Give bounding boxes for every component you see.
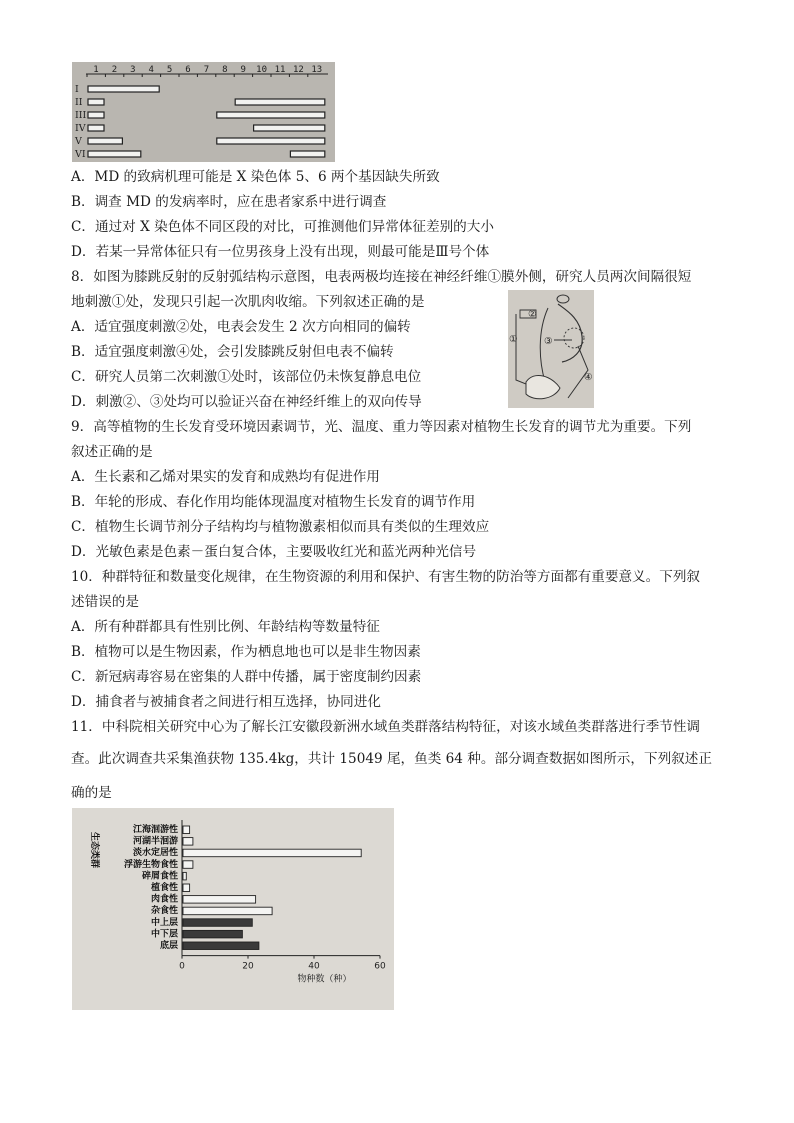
q9-option-c: C．植物生长调节剂分子结构均与植物激素相似而具有类似的生理效应	[71, 519, 490, 535]
q8-stem-line-1: 8．如图为膝跳反射的反射弧结构示意图，电表两极均连接在神经纤维①膜外侧，研究人员两次间隔很短	[71, 269, 692, 285]
bar-河湖半洄游	[183, 838, 193, 846]
q8-stem-line-2: 地刺激①处，发现只引起一次肌肉收缩。下列叙述正确的是	[71, 294, 425, 310]
q8-option-a: A．适宜强度刺激②处，电表会发生 2 次方向相同的偏转	[71, 319, 411, 335]
row-label: I	[75, 84, 79, 95]
row-label: III	[75, 110, 87, 121]
x-tick-label: 0	[179, 961, 185, 972]
bar-中下层	[183, 930, 242, 938]
category-label: 碎屑食性	[141, 871, 178, 882]
bar-杂食性	[183, 907, 272, 915]
bar-淡水定居性	[183, 849, 361, 857]
label-3: ③	[544, 336, 553, 347]
q10-stem-line-2: 述错误的是	[71, 594, 139, 610]
fish-chart-svg	[72, 808, 394, 1010]
x-axis-label: 物种数（种）	[297, 974, 352, 985]
bar-江海洄游性	[183, 826, 190, 834]
category-label: 底层	[159, 941, 178, 951]
q7-option-d: D．若某一异常体征只有一位男孩身上没有出现，则最可能是Ⅲ号个体	[71, 244, 490, 260]
q8-option-b: B．适宜强度刺激④处，会引发膝跳反射但电表不偏转	[71, 344, 394, 360]
q10-option-b: B．植物可以是生物因素，作为栖息地也可以是非生物因素	[71, 644, 421, 660]
tick-label: 1	[93, 65, 99, 75]
tick-label: 13	[311, 65, 323, 75]
row-label: V	[75, 136, 82, 147]
chromosome-segment	[217, 138, 325, 144]
bar-肉食性	[183, 896, 256, 904]
q9-stem-line-1: 9．高等植物的生长发育受环境因素调节，光、温度、重力等因素对植物生长发育的调节尤为重要。下列	[71, 419, 692, 435]
q7-option-c: C．通过对 X 染色体不同区段的对比，可推测他们异常体征差别的大小	[71, 219, 494, 235]
bar-浮游生物食性	[183, 861, 193, 869]
label-1: ①	[509, 334, 518, 345]
bar-碎屑食性	[183, 872, 186, 880]
bar-底层	[183, 942, 259, 950]
q9-option-b: B．年轮的形成、春化作用均能体现温度对植物生长发育的调节作用	[71, 494, 476, 510]
category-label: 中上层	[150, 917, 178, 928]
row-label: VI	[75, 149, 86, 160]
row-label: II	[75, 97, 83, 108]
chromosome-segment	[254, 125, 325, 131]
label-2: ②	[528, 309, 537, 320]
q11-stem-line-3: 确的是	[71, 785, 112, 801]
chromosome-segment	[217, 112, 325, 118]
label-4: ④	[584, 372, 593, 383]
q7-option-a: A．MD 的致病机理可能是 X 染色体 5、6 两个基因缺失所致	[71, 169, 440, 185]
bar-中上层	[183, 919, 252, 927]
row-label: IV	[75, 123, 86, 134]
tick-label: 7	[203, 65, 210, 75]
chromosome-segment	[88, 151, 141, 157]
x-tick-label: 20	[242, 961, 254, 972]
y-axis-label: 生态类群	[89, 832, 99, 869]
category-label: 植食性	[150, 883, 178, 893]
q10-stem-line-1: 10．种群特征和数量变化规律，在生物资源的利用和保护、有害生物的防治等方面都有重要意义。下列叙	[71, 569, 701, 585]
tick-label: 10	[256, 65, 268, 75]
q11-stem-line-2: 查。此次调查共采集渔获物 135.4kg，共计 15049 尾，鱼类 64 种。部分调查数据如图所示，下列叙述正	[71, 751, 712, 767]
q9-option-d: D．光敏色素是色素－蛋白复合体，主要吸收红光和蓝光两种光信号	[71, 544, 477, 560]
q7-option-b: B．调查 MD 的发病率时，应在患者家系中进行调查	[71, 194, 387, 210]
chromosome-svg	[72, 62, 335, 162]
bar-植食性	[183, 884, 190, 892]
chromosome-segment	[88, 125, 104, 131]
tick-label: 4	[148, 65, 154, 75]
q10-option-c: C．新冠病毒容易在密集的人群中传播，属于密度制约因素	[71, 669, 422, 685]
q11-stem-line-1: 11．中科院相关研究中心为了解长江安徽段新洲水域鱼类群落结构特征，对该水域鱼类群落进行季节性调	[71, 719, 701, 735]
chromosome-segment	[88, 86, 159, 92]
tick-label: 12	[292, 65, 304, 75]
category-label: 中下层	[150, 929, 178, 940]
q8-option-d: D．刺激②、③处均可以验证兴奋在神经纤维上的双向传导	[71, 394, 422, 410]
category-label: 江海洄游性	[132, 825, 178, 835]
fish-species-chart	[72, 808, 394, 1010]
x-tick-label: 40	[308, 961, 320, 972]
q9-stem-line-2: 叙述正确的是	[71, 444, 153, 460]
tick-label: 11	[274, 65, 286, 75]
category-label: 浮游生物食性	[123, 859, 178, 870]
category-label: 河湖半洄游	[132, 836, 178, 847]
chromosome-segment	[235, 99, 325, 105]
chromosome-segment	[290, 151, 324, 157]
reflex-arc-figure	[508, 290, 594, 408]
tick-label: 9	[240, 65, 246, 75]
tick-label: 8	[222, 65, 228, 75]
category-label: 淡水定居性	[132, 848, 178, 859]
chromosome-figure	[72, 62, 335, 162]
q8-option-c: C．研究人员第二次刺激①处时，该部位仍未恢复静息电位	[71, 369, 422, 385]
category-label: 杂食性	[150, 906, 178, 917]
chromosome-segment	[88, 99, 104, 105]
tick-label: 6	[185, 65, 191, 75]
chromosome-segment	[88, 112, 104, 118]
tick-label: 5	[166, 65, 173, 75]
x-tick-label: 60	[374, 961, 386, 972]
tick-label: 2	[111, 65, 118, 75]
q10-option-d: D．捕食者与被捕食者之间进行相互选择，协同进化	[71, 694, 381, 710]
chromosome-segment	[88, 138, 122, 144]
q10-option-a: A．所有种群都具有性别比例、年龄结构等数量特征	[71, 619, 380, 635]
tick-label: 3	[130, 65, 136, 75]
category-label: 肉食性	[150, 894, 178, 905]
q9-option-a: A．生长素和乙烯对果实的发育和成熟均有促进作用	[71, 469, 380, 485]
reflex-arc-svg	[508, 290, 594, 408]
